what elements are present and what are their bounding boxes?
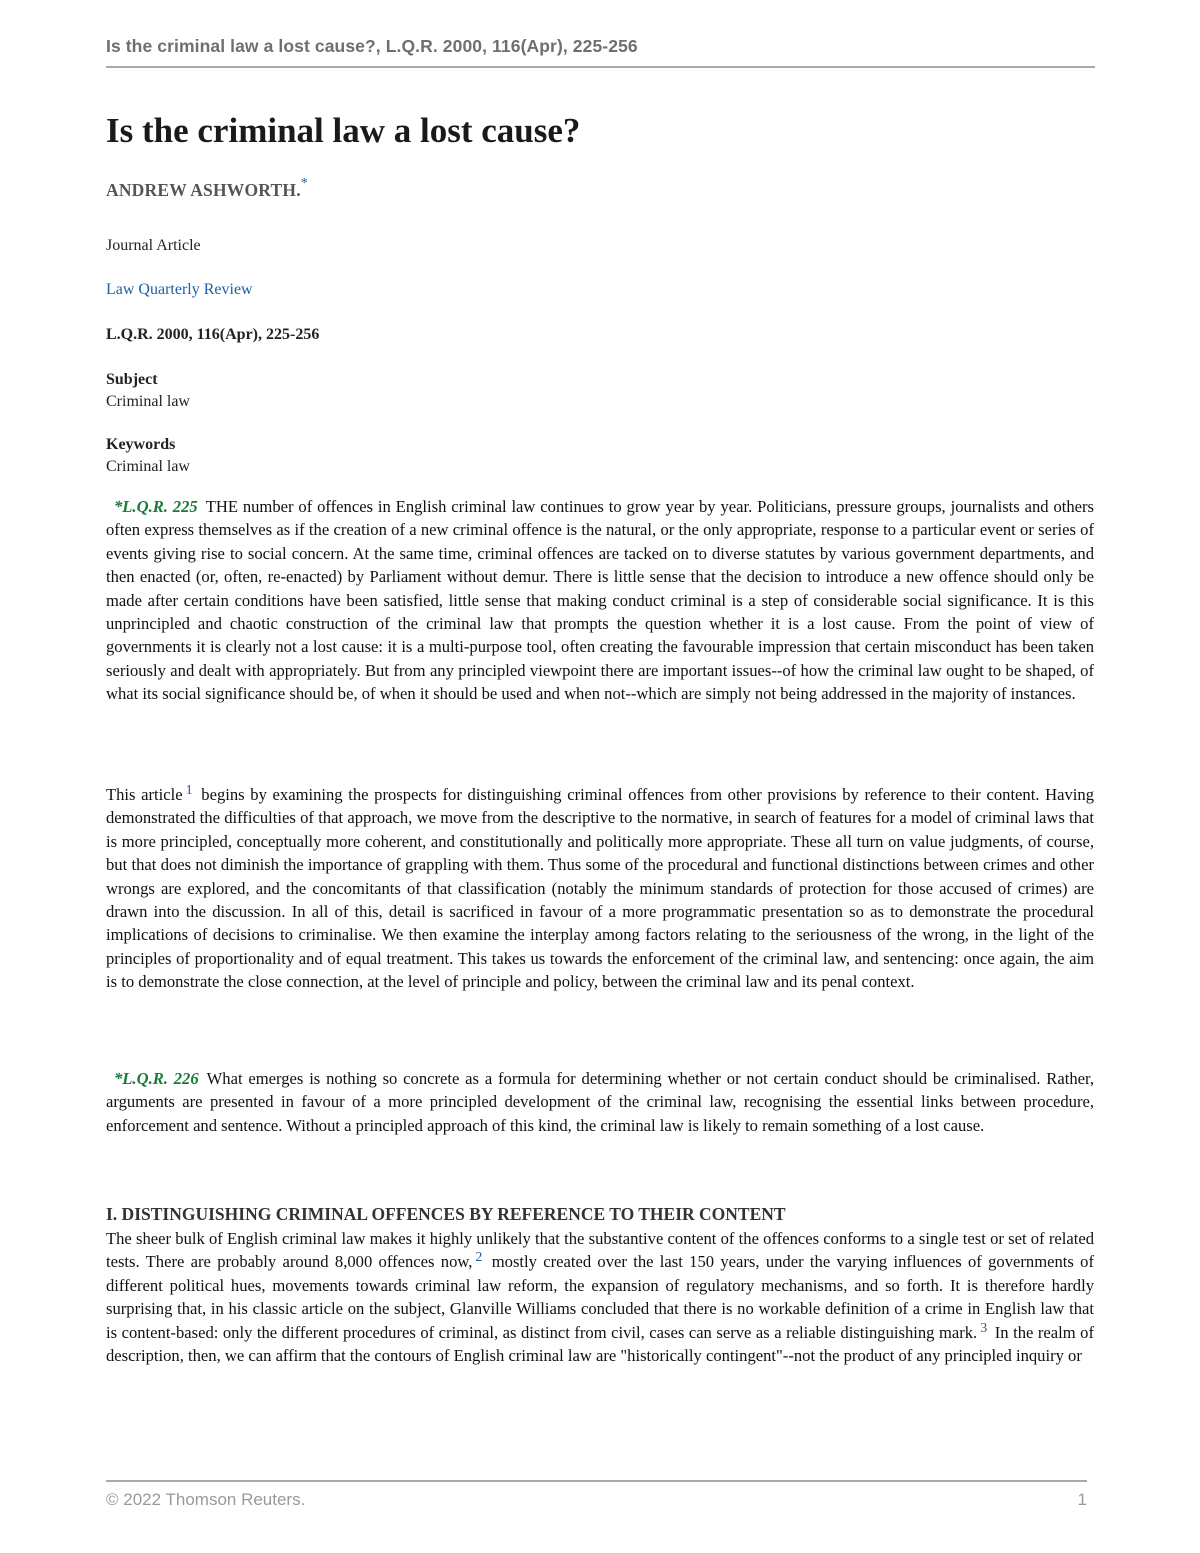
footnote-link-3[interactable]: 3 — [980, 1320, 988, 1336]
paragraph-1-text: THE number of offences in English criminal law continues to grow year by year. Politicians, pressure groups, journalists and others often express themselves as if the creation of a new criminal offence is the natural, or the only appropriate, response to a particular event or series of events giving rise to social concern. At the same time, criminal offences are tacked on to diverse statutes by various government departments, and then enacted (or, often, re-enacted) by Parliament without demur. There is little sense that the decision to introduce a new offence should only be made after certain conditions have been satisfied, little sense that making conduct criminal is a step of considerable social significance. It is this unprincipled and chaotic construction of the criminal law that prompts the question whether it is a lost cause. From the point of view of governments it is clearly not a lost cause: it is a multi-purpose tool, often creating the favourable impression that certain misconduct has been taken seriously and dealt with appropriately. But from any principled viewpoint there are important issues--of how the criminal law ought to be shaped, of what its social significance should be, of when it should be used and when not--which are simply not being addressed in the majority of instances. — [106, 497, 1094, 704]
paragraph-4-text-b: mostly created over the last 150 years, under the varying influences of governments of different political hues, movements towards criminal law reform, the expansion of regulatory mechanisms, and so forth. It is therefore hardly surprising that, in his classic article on the subject, Glanville Williams concluded that there is no workable definition of a crime in English law that is content-based: only the different procedures of criminal, as distinct from civil, cases can serve as a reliable distinguishing mark. — [106, 1252, 1094, 1342]
page-pin-226: *L.Q.R. 226 — [114, 1069, 199, 1088]
subject-heading: Subject — [106, 371, 158, 388]
footnote-link-2[interactable]: 2 — [475, 1250, 483, 1266]
footnote-link-1[interactable]: 1 — [185, 783, 193, 798]
author-note-link[interactable]: * — [300, 176, 308, 191]
paragraph-4-text-c: In the realm of description, then, we can affirm that the contours of English criminal law are "historically contingent"--not the product of any principled inquiry or — [106, 1322, 1095, 1366]
paragraph-3 — [106, 1067, 1094, 1137]
keywords-heading: Keywords — [106, 436, 176, 453]
subject-value: Criminal law — [106, 393, 190, 410]
paragraph-4-text-a: The sheer bulk of English criminal law makes it highly unlikely that the substantive content of the offences conforms to a single test or set of related tests. There are probably around 8,000 offences now, — [106, 1229, 1094, 1272]
section-heading: I. DISTINGUISHING CRIMINAL OFFENCES BY REFERENCE TO THEIR CONTENT — [106, 1204, 786, 1224]
paragraph-2-lead: This article — [106, 785, 183, 804]
paragraph-2 — [106, 783, 1094, 994]
author-line — [106, 172, 1094, 200]
article-title: Is the criminal law a lost cause? — [106, 111, 581, 150]
paragraph-3-text: What emerges is nothing so concrete as a formula for determining whether or not certain conduct should be criminalised. Rather, arguments are presented in favour of a more principled development of the criminal law, recognising the essential links between procedure, enforcement and sentence. Without a principled approach of this kind, the criminal law is likely to remain something of a lost cause. — [106, 1069, 1095, 1135]
running-header: Is the criminal law a lost cause?, L.Q.R. 2000, 116(Apr), 225-256 — [106, 36, 638, 56]
author-name: ANDREW ASHWORTH. — [106, 179, 301, 200]
page-number: 1 — [1077, 1490, 1087, 1509]
header-divider — [106, 66, 1095, 68]
page-pin-225: *L.Q.R. 225 — [114, 497, 198, 516]
paragraph-1 — [106, 495, 1094, 706]
citation: L.Q.R. 2000, 116(Apr), 225-256 — [106, 326, 320, 343]
paragraph-2-text: begins by examining the prospects for distinguishing criminal offences from other provisions by reference to their content. Having demonstrated the difficulties of that approach, we move from the descriptive to the normative, in search of features for a model of criminal laws that is more principled, conceptually more coherent, and constitutionally and politically more appropriate. These all turn on value judgments, of course, but that does not diminish the importance of grappling with them. Thus some of the procedural and functional distinctions between crimes and other wrongs are explored, and the concomitants of that classification (notably the minimum standards of protection for those accused of crimes) are drawn into the discussion. In all of this, detail is sacrificed in favour of a more programmatic presentation so as to demonstrate the procedural implications of decisions to criminalise. We then examine the interplay among factors relating to the seriousness of the wrong, in the light of the principles of proportionality and of equal treatment. This takes us towards the enforcement of the criminal law, and sentencing: once again, the aim is to demonstrate the close connection, at the level of principle and policy, between the criminal law and its penal context. — [106, 785, 1094, 992]
copyright-notice: © 2022 Thomson Reuters. — [106, 1490, 306, 1509]
paragraph-4 — [106, 1227, 1094, 1367]
keywords-value: Criminal law — [106, 458, 190, 475]
document-type: Journal Article — [106, 237, 201, 254]
article-content — [106, 108, 1095, 1366]
journal-link[interactable]: Law Quarterly Review — [106, 281, 253, 298]
footer-divider — [106, 1480, 1087, 1482]
